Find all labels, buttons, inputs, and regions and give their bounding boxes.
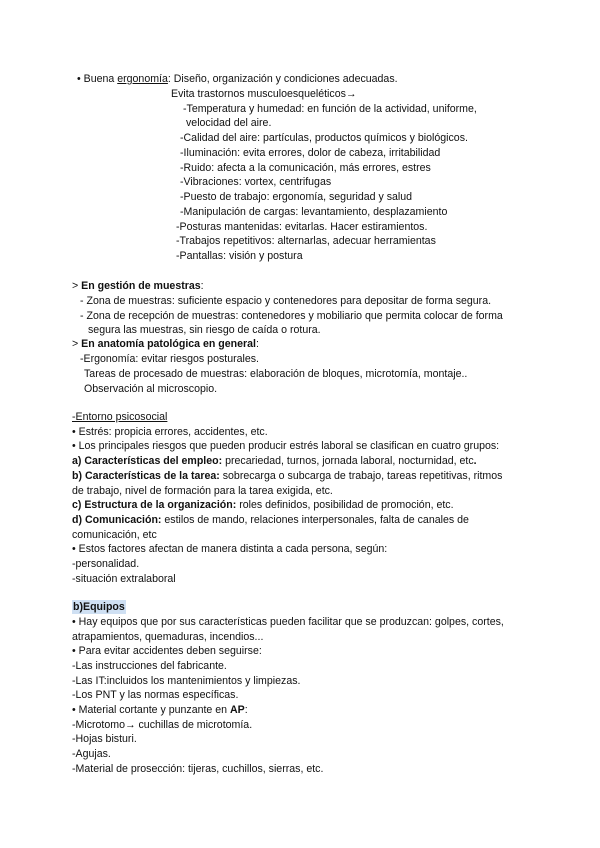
equipos-intro: • Hay equipos que por sus características pueden facilitar que se produzcan: golpes, cortes,: [72, 616, 504, 628]
item-c-label: c) Estructura de la organización:: [72, 499, 237, 511]
ergonomia-item-repetitivos: -Trabajos repetitivos: alternarlas, adecuar herramientas: [176, 235, 436, 247]
ergonomia-item-temperatura: -Temperatura y humedad: en función de la actividad, uniforme,: [183, 103, 477, 115]
ergonomia-rest: : Diseño, organización y condiciones adecuadas.: [167, 73, 398, 85]
psicosocial-item-d-cont: comunicación, etc: [72, 529, 157, 541]
ergonomia-line: [77, 72, 398, 86]
anatomia-line-tareas: Tareas de procesado de muestras: elaboración de bloques, microtomía, montaje..: [84, 368, 468, 380]
psicosocial-item-c: [72, 498, 454, 512]
equipos-cortante: [72, 703, 248, 717]
ergonomia-item-posturas: -Posturas mantenidas: evitarlas. Hacer estiramientos.: [176, 221, 428, 233]
item-d-text: estilos de mando, relaciones interpersonales, falta de canales de: [161, 514, 469, 526]
muestras-line-recepcion: - Zona de recepción de muestras: contenedores y mobiliario que permita colocar de forma: [80, 310, 503, 322]
colon: :: [255, 338, 259, 350]
equipos-it: -Las IT:incluidos los mantenimientos y limpiezas.: [72, 675, 301, 687]
equipos-prosec: -Material de prosección: tijeras, cuchillos, sierras, etc.: [72, 763, 324, 775]
ergonomia-item-vibraciones: -Vibraciones: vortex, centrifugas: [180, 176, 332, 188]
equipos-heading: b)Equipos: [73, 601, 125, 613]
equipos-agujas: -Agujas.: [72, 748, 111, 760]
equipos-evitar: • Para evitar accidentes deben seguirse:: [72, 645, 262, 657]
ergonomia-item-aire: -Calidad del aire: partículas, productos químicos y biológicos.: [180, 132, 468, 144]
cortante-post: :: [244, 704, 248, 716]
ergonomia-avoid: Evita trastornos musculoesqueléticos→: [171, 88, 357, 100]
psicosocial-item-d: [72, 513, 469, 527]
anatomia-title: En anatomía patológica en general: [81, 338, 256, 350]
item-a-text: precariedad, turnos, jornada laboral, nocturnidad, etc: [222, 455, 474, 467]
ergonomia-item-puesto: -Puesto de trabajo: ergonomía, seguridad y salud: [180, 191, 413, 203]
psicosocial-item-a: [72, 454, 477, 468]
item-b-text: sobrecarga o subcarga de trabajo, tareas repetitivas, ritmos: [219, 470, 503, 482]
equipos-hojas: -Hojas bisturi.: [72, 733, 137, 745]
equipos-intro-cont: atrapamientos, quemaduras, incendios...: [72, 631, 264, 643]
anatomia-line-microscopio: Observación al microscopio.: [84, 383, 218, 395]
muestras-line-zona: - Zona de muestras: suficiente espacio y contenedores para depositar de forma segura.: [80, 295, 492, 307]
muestras-title: En gestión de muestras: [81, 280, 201, 292]
muestras-heading: [72, 279, 204, 293]
bullet: •: [77, 73, 84, 85]
ergonomia-item-ruido: -Ruido: afecta a la comunicación, más errores, estres: [180, 162, 431, 174]
anatomia-line-ergonomia: -Ergonomía: evitar riesgos posturales.: [80, 353, 259, 365]
item-a-label: a) Características del empleo:: [72, 455, 223, 467]
muestras-line-recepcion-cont: segura las muestras, sin riesgo de caída o rotura.: [88, 324, 321, 336]
equipos-microtomo: -Microtomo→ cuchillas de microtomía.: [72, 719, 253, 731]
psicosocial-item-b: [72, 469, 502, 483]
marker: >: [72, 338, 82, 350]
ergonomia-item-pantallas: -Pantallas: visión y postura: [176, 250, 303, 262]
psicosocial-item-b-cont: de trabajo, nivel de formación para la tarea exigida, etc.: [72, 485, 333, 497]
ergonomia-term: ergonomía: [117, 73, 168, 85]
anatomia-heading: [72, 337, 259, 351]
equipos-instrucciones: -Las instrucciones del fabricante.: [72, 660, 227, 672]
item-c-text: roles definidos, posibilidad de promoción, etc.: [236, 499, 454, 511]
item-b-label: b) Características de la tarea:: [72, 470, 220, 482]
psicosocial-factores: • Estos factores afectan de manera distinta a cada persona, según:: [72, 543, 388, 555]
ergonomia-item-cargas: -Manipulación de cargas: levantamiento, desplazamiento: [180, 206, 448, 218]
cortante-pre: • Material cortante y punzante en: [72, 704, 230, 716]
item-d-label: d) Comunicación:: [72, 514, 162, 526]
ergonomia-item-iluminacion: -Iluminación: evita errores, dolor de cabeza, irritabilidad: [180, 147, 441, 159]
marker: >: [72, 280, 82, 292]
colon: :: [200, 280, 204, 292]
equipos-heading-line: [72, 600, 126, 614]
ergonomia-item-temperatura-cont: velocidad del aire.: [186, 117, 272, 129]
cortante-ap: AP: [230, 704, 245, 716]
psicosocial-estres: • Estrés: propicia errores, accidentes, etc.: [72, 426, 268, 438]
psicosocial-heading: -Entorno psicosocial: [72, 411, 168, 423]
ergonomia-prefix: Buena: [83, 73, 118, 85]
psicosocial-extralaboral: -situación extralaboral: [72, 573, 176, 585]
psicosocial-personalidad: -personalidad.: [72, 558, 140, 570]
psicosocial-riesgos: • Los principales riesgos que pueden producir estrés laboral se clasifican en cuatro grupos:: [72, 440, 500, 452]
item-a-end: .: [473, 455, 477, 467]
equipos-pnt: -Los PNT y las normas específicas.: [72, 689, 239, 701]
